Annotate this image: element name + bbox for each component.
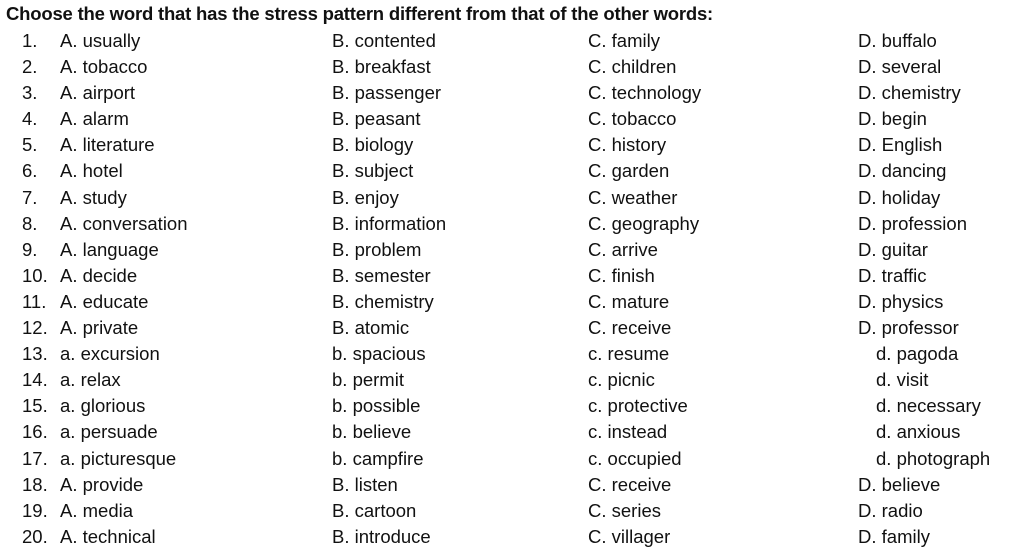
option-b: B. problem (332, 238, 422, 260)
option-a: A. study (60, 186, 127, 208)
option-a: A. usually (60, 30, 141, 51)
option-a: A. alarm (60, 108, 129, 130)
option-d: d. pagoda (876, 343, 959, 365)
option-a: A. literature (60, 134, 155, 156)
question-row (0, 315, 1024, 341)
option-b: b. permit (332, 369, 404, 391)
option-a: A. provide (60, 473, 144, 495)
question-row (0, 106, 1024, 132)
option-d: D. chemistry (858, 82, 961, 104)
question-row (0, 524, 1024, 550)
question-row (0, 158, 1024, 184)
question-row (0, 446, 1024, 472)
question-row (0, 54, 1024, 80)
option-a: A. tobacco (60, 56, 148, 78)
option-c: c. protective (588, 395, 688, 417)
option-a: a. picturesque (60, 447, 177, 469)
option-d: d. anxious (876, 421, 961, 443)
question-row (0, 132, 1024, 158)
question-row (0, 367, 1024, 393)
option-b: B. introduce (332, 525, 431, 547)
option-c: C. finish (588, 264, 655, 286)
question-number: 6. (22, 160, 38, 182)
question-row (0, 211, 1024, 237)
question-number: 3. (22, 82, 38, 104)
option-c: c. picnic (588, 369, 655, 391)
option-b: b. believe (332, 421, 412, 443)
question-number: 9. (22, 238, 38, 260)
option-a: a. persuade (60, 421, 158, 443)
option-a: A. technical (60, 525, 156, 547)
option-c: C. technology (588, 82, 702, 104)
option-b: b. campfire (332, 447, 424, 469)
question-number: 19. (22, 499, 48, 521)
question-number: 1. (22, 30, 38, 51)
option-c: C. villager (588, 525, 671, 547)
option-a: a. excursion (60, 343, 160, 365)
option-d: D. believe (858, 473, 941, 495)
question-number: 8. (22, 212, 38, 234)
question-row (0, 237, 1024, 263)
option-c: C. mature (588, 290, 670, 312)
question-row (0, 28, 1024, 54)
question-number: 13. (22, 343, 48, 365)
instruction-heading: Choose the word that has the stress pattern different from that of the other words: (6, 3, 714, 24)
option-c: C. series (588, 499, 661, 521)
option-c: c. instead (588, 421, 668, 443)
option-a: A. private (60, 317, 139, 339)
option-a: A. educate (60, 290, 149, 312)
option-b: B. cartoon (332, 499, 417, 521)
option-d: D. traffic (858, 264, 927, 286)
option-c: C. family (588, 30, 660, 51)
question-row (0, 185, 1024, 211)
option-d: d. visit (876, 369, 929, 391)
option-c: C. geography (588, 212, 700, 234)
option-b: b. possible (332, 395, 421, 417)
question-number: 15. (22, 395, 48, 417)
option-d: D. begin (858, 108, 927, 130)
option-d: D. buffalo (858, 30, 937, 51)
option-c: c. resume (588, 343, 670, 365)
option-b: B. listen (332, 473, 398, 495)
option-d: D. radio (858, 499, 923, 521)
option-d: D. holiday (858, 186, 941, 208)
option-b: B. subject (332, 160, 414, 182)
option-b: B. information (332, 212, 447, 234)
option-b: B. biology (332, 134, 414, 156)
option-a: A. media (60, 499, 134, 521)
option-c: C. tobacco (588, 108, 677, 130)
option-b: B. breakfast (332, 56, 431, 78)
option-d: D. professor (858, 317, 959, 339)
option-d: d. photograph (876, 447, 991, 469)
option-c: C. history (588, 134, 667, 156)
option-b: B. semester (332, 264, 431, 286)
option-b: B. enjoy (332, 186, 399, 208)
option-d: D. dancing (858, 160, 947, 182)
option-a: a. glorious (60, 395, 146, 417)
question-number: 5. (22, 134, 38, 156)
option-d: D. family (858, 525, 930, 547)
option-d: d. necessary (876, 395, 981, 417)
option-c: C. weather (588, 186, 678, 208)
option-c: C. arrive (588, 238, 658, 260)
option-a: A. airport (60, 82, 136, 104)
question-number: 7. (22, 186, 38, 208)
option-b: B. passenger (332, 82, 442, 104)
question-row (0, 341, 1024, 367)
question-row (0, 80, 1024, 106)
question-row (0, 472, 1024, 498)
option-d: D. several (858, 56, 942, 78)
question-number: 2. (22, 56, 38, 78)
question-list (0, 28, 1024, 550)
question-number: 17. (22, 447, 48, 469)
option-c: c. occupied (588, 447, 682, 469)
question-number: 12. (22, 317, 48, 339)
question-number: 10. (22, 264, 48, 286)
option-a: A. decide (60, 264, 138, 286)
question-row (0, 419, 1024, 445)
question-number: 11. (22, 290, 47, 312)
option-a: A. hotel (60, 160, 123, 182)
option-d: D. physics (858, 290, 944, 312)
question-number: 16. (22, 421, 48, 443)
option-b: B. atomic (332, 317, 410, 339)
question-number: 20. (22, 525, 48, 547)
option-d: D. English (858, 134, 943, 156)
option-c: C. receive (588, 473, 672, 495)
question-number: 18. (22, 473, 48, 495)
option-a: A. language (60, 238, 159, 260)
question-row (0, 393, 1024, 419)
option-d: D. guitar (858, 238, 928, 260)
option-c: C. children (588, 56, 677, 78)
option-b: B. peasant (332, 108, 421, 130)
option-a: a. relax (60, 369, 121, 391)
option-b: B. chemistry (332, 290, 434, 312)
question-row (0, 289, 1024, 315)
option-d: D. profession (858, 212, 967, 234)
question-number: 4. (22, 108, 38, 130)
option-c: C. receive (588, 317, 672, 339)
question-row (0, 263, 1024, 289)
option-b: B. contented (332, 30, 436, 51)
question-number: 14. (22, 369, 48, 391)
option-b: b. spacious (332, 343, 426, 365)
option-c: C. garden (588, 160, 670, 182)
question-row (0, 498, 1024, 524)
option-a: A. conversation (60, 212, 188, 234)
